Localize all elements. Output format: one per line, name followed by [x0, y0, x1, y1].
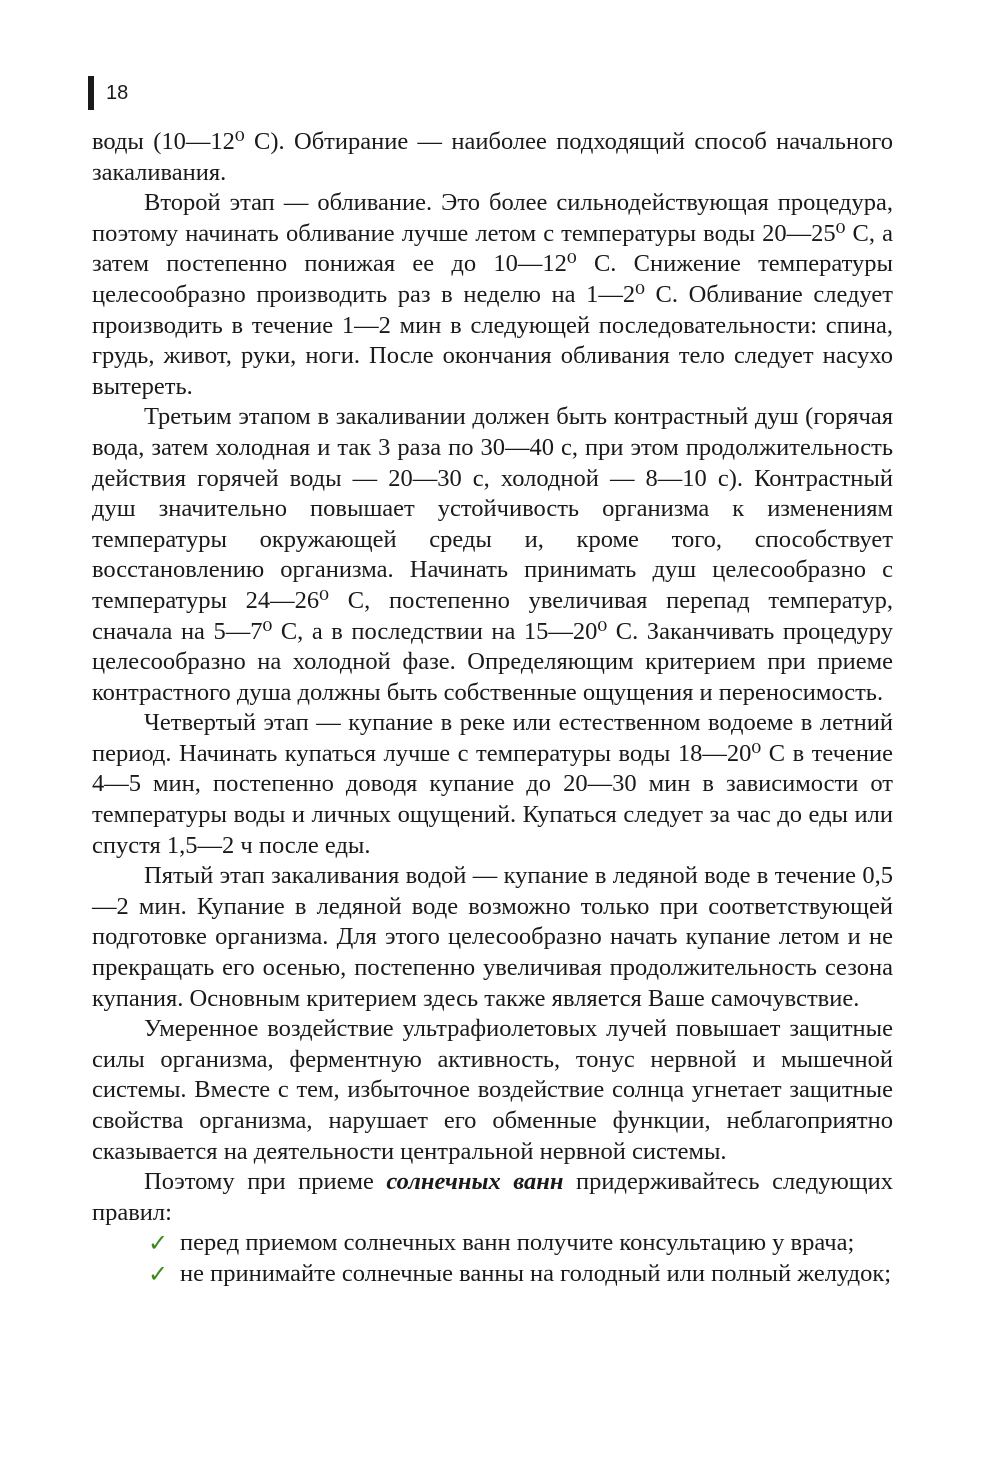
rules-intro-emphasis: солнечных ванн	[386, 1168, 564, 1196]
page-body	[92, 127, 893, 1290]
page-header	[88, 76, 128, 110]
paragraph-ultraviolet: Умеренное воздействие ультрафиолетовых лучей повышает защитные силы организма, ферментную активность, тонус нервной и мышечной системы. Вместе с тем, избыточное воздействие солнца угнетает защитные свойства организма, нарушает его обменные функции, неблагоприятно сказывается на деятельности центральной нервной системы.	[92, 1015, 893, 1165]
list-item	[92, 1259, 893, 1290]
header-bar-marker	[88, 76, 94, 110]
rules-list	[92, 1228, 893, 1289]
checkmark-icon: ✓	[148, 1259, 169, 1288]
paragraph-continuation: воды (10—12⁰ С). Обтирание — наиболее подходящий способ начального закаливания.	[92, 128, 893, 186]
rules-intro-after: придерживайтесь следующих правил:	[92, 1168, 894, 1226]
rule-text: не принимайте солнечные ванны на голодный или полный желудок;	[180, 1259, 892, 1287]
paragraph-stage-three: Третьим этапом в закаливании должен быть контрастный душ (горячая вода, затем холодная и так 3 раза по 30—40 с, при этом продолжительность действия горячей воды — 20—30 с, холодной — 8—10 с). Контрастный душ значительно повышает устойчивость организма к изменениям температуры окружающей среды и, кроме того, способствует восстановлению организма. Начинать принимать душ целесообразно с температуры 24—26⁰ С, постепенно увеличивая перепад температур, сначала на 5—7⁰ С, а в последствии на 15—20⁰ С. Заканчивать процедуру целесообразно на холодной фазе. Определяющим критерием при приеме контрастного душа должны быть собственные ощущения и переносимость.	[92, 403, 893, 706]
rule-text: перед приемом солнечных ванн получите консультацию у врача;	[180, 1229, 855, 1257]
rules-intro-before: Поэтому при приеме	[144, 1168, 387, 1196]
paragraph-rules-intro	[92, 1167, 893, 1228]
page-number: 18	[106, 82, 129, 104]
paragraph-stage-two: Второй этап — обливание. Это более сильнодействующая процедура, поэтому начинать обливание лучше летом с температуры воды 20—25⁰ С, а затем постепенно понижая ее до 10—12⁰ С. Снижение температуры целесообразно производить раз в неделю на 1—2⁰ С. Обливание следует производить в течение 1—2 мин в следующей последовательности: спина, грудь, живот, руки, ноги. После окончания обливания тело следует насухо вытереть.	[92, 189, 893, 400]
list-item	[92, 1228, 893, 1259]
paragraph-stage-five: Пятый этап закаливания водой — купание в ледяной воде в течение 0,5—2 мин. Купание в ледяной воде возможно только при соответствующей подготовке организма. Для этого целесообразно начать купание летом и не прекращать его осенью, постепенно увеличивая продолжительность сезона купания. Основным критерием здесь также является Ваше самочувствие.	[92, 862, 893, 1012]
paragraph-stage-four: Четвертый этап — купание в реке или естественном водоеме в летний период. Начинать купаться лучше с температуры воды 18—20⁰ С в течение 4—5 мин, постепенно доводя купание до 20—30 мин в зависимости от температуры воды и личных ощущений. Купаться следует за час до еды или спустя 1,5—2 ч после еды.	[92, 709, 893, 859]
checkmark-icon: ✓	[148, 1229, 169, 1258]
